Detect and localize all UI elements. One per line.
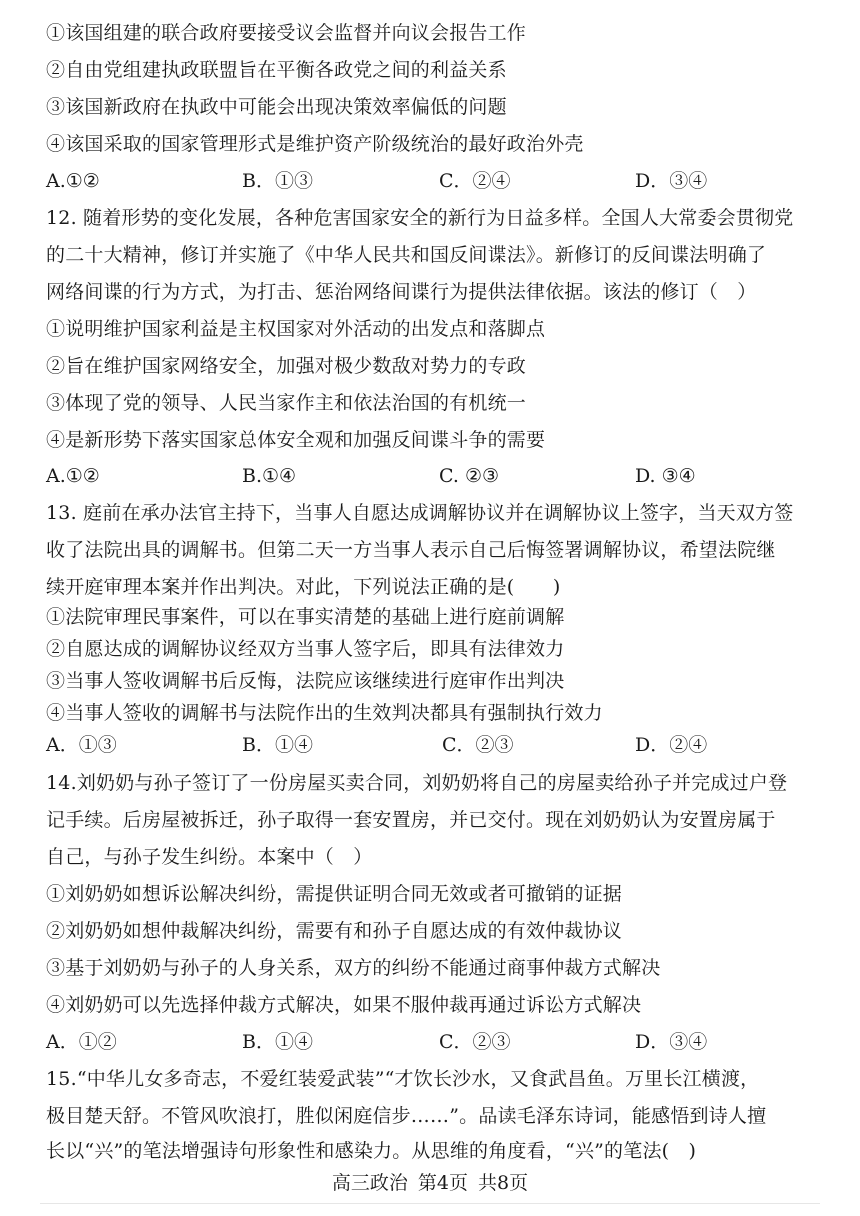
q14-option-c: C．②③ (439, 1031, 511, 1053)
q14-stem-line-2: 记手续。后房屋被拆迁，孙子取得一套安置房，并已交付。现在刘奶奶认为安置房属于 (46, 809, 776, 831)
q11-option-b: B．①③ (242, 170, 313, 192)
q11-option-c: C．②④ (439, 170, 511, 192)
q13-option-d: D．②④ (635, 734, 708, 756)
q11-option-a: A.①② (46, 170, 100, 192)
q14-stem-line-3: 自己，与孙子发生纠纷。本案中（ ） (46, 846, 373, 868)
q13-stem-line-3: 续开庭审理本案并作出判决。对此，下列说法正确的是( ) (46, 576, 561, 598)
q14-statement-2: ②刘奶奶如想仲裁解决纠纷，需要有和孙子自愿达成的有效仲裁协议 (46, 920, 623, 942)
page-footer (0, 1170, 860, 1196)
q14-statement-1: ①刘奶奶如想诉讼解决纠纷，需提供证明合同无效或者可撤销的证据 (46, 883, 623, 905)
q11-statement-4: ④该国采取的国家管理形式是维护资产阶级统治的最好政治外壳 (46, 133, 584, 155)
q13-statement-4: ④当事人签收的调解书与法院作出的生效判决都具有强制执行效力 (46, 702, 603, 724)
q12-statement-4: ④是新形势下落实国家总体安全观和加强反间谍斗争的需要 (46, 429, 546, 451)
q12-stem-line-2: 的二十大精神，修订并实施了《中华人民共和国反间谍法》。新修订的反间谍法明确了 (46, 244, 767, 266)
q12-option-c: C. ②③ (439, 465, 500, 487)
q14-option-b: B．①④ (242, 1031, 313, 1053)
q13-option-c: C．②③ (442, 734, 514, 756)
q13-statement-2: ②自愿达成的调解协议经双方当事人签字后，即具有法律效力 (46, 638, 565, 660)
footer-subject: 高三政治 (331, 1172, 408, 1194)
q15-stem-line-2: 极目楚天舒。不管风吹浪打，胜似闲庭信步……”。品读毛泽东诗词，能感悟到诗人擅 (46, 1105, 767, 1127)
q13-option-a: A．①③ (46, 734, 117, 756)
q12-stem-line-1: 12. 随着形势的变化发展，各种危害国家安全的新行为日益多样。全国人大常委会贯彻党 (46, 207, 794, 229)
q14-statement-4: ④刘奶奶可以先选择仲裁方式解决，如果不服仲裁再通过诉讼方式解决 (46, 994, 642, 1016)
q14-options (46, 1029, 826, 1055)
q15-stem-line-1: 15.“中华儿女多奇志，不爱红装爱武装”“才饮长沙水，又食武昌鱼。万里长江横渡， (46, 1068, 760, 1090)
q14-option-a: A．①② (46, 1031, 117, 1053)
q14-stem-line-1: 14.刘奶奶与孙子签订了一份房屋买卖合同，刘奶奶将自己的房屋卖给孙子并完成过户登 (46, 772, 788, 794)
q14-option-d: D．③④ (635, 1031, 708, 1053)
q11-statement-1: ①该国组建的联合政府要接受议会监督并向议会报告工作 (46, 22, 527, 44)
q12-statement-1: ①说明维护国家利益是主权国家对外活动的出发点和落脚点 (46, 318, 546, 340)
q12-options (46, 463, 826, 489)
q12-option-b: B.①④ (242, 465, 297, 487)
footer-page-number: 第4页 (417, 1172, 468, 1194)
footer-total-pages: 共8页 (478, 1172, 529, 1194)
q13-option-b: B．①④ (242, 734, 313, 756)
q11-statement-2: ②自由党组建执政联盟旨在平衡各政党之间的利益关系 (46, 59, 507, 81)
q12-statement-2: ②旨在维护国家网络安全，加强对极少数敌对势力的专政 (46, 355, 527, 377)
q13-options (46, 732, 826, 758)
q13-stem-line-2: 收了法院出具的调解书。但第二天一方当事人表示自己后悔签署调解协议，希望法院继 (46, 539, 776, 561)
q13-statement-1: ①法院审理民事案件，可以在事实清楚的基础上进行庭前调解 (46, 606, 565, 628)
q12-option-a: A.①② (46, 465, 100, 487)
q11-option-d: D．③④ (635, 170, 708, 192)
bottom-divider (40, 1203, 820, 1204)
q13-stem-line-1: 13. 庭前在承办法官主持下，当事人自愿达成调解协议并在调解协议上签字，当天双方签 (46, 502, 794, 524)
q14-statement-3: ③基于刘奶奶与孙子的人身关系，双方的纠纷不能通过商事仲裁方式解决 (46, 957, 661, 979)
q13-statement-3: ③当事人签收调解书后反悔，法院应该继续进行庭审作出判决 (46, 670, 565, 692)
q11-statement-3: ③该国新政府在执政中可能会出现决策效率偏低的问题 (46, 96, 507, 118)
q12-option-d: D. ③④ (635, 465, 696, 487)
q12-statement-3: ③体现了党的领导、人民当家作主和依法治国的有机统一 (46, 392, 527, 414)
q11-options (46, 168, 826, 194)
q15-stem-line-3: 长以“兴”的笔法增强诗句形象性和感染力。从思维的角度看，“兴”的笔法( ) (46, 1140, 697, 1162)
q12-stem-line-3: 网络间谍的行为方式，为打击、惩治网络间谍行为提供法律依据。该法的修订（ ） (46, 281, 757, 303)
